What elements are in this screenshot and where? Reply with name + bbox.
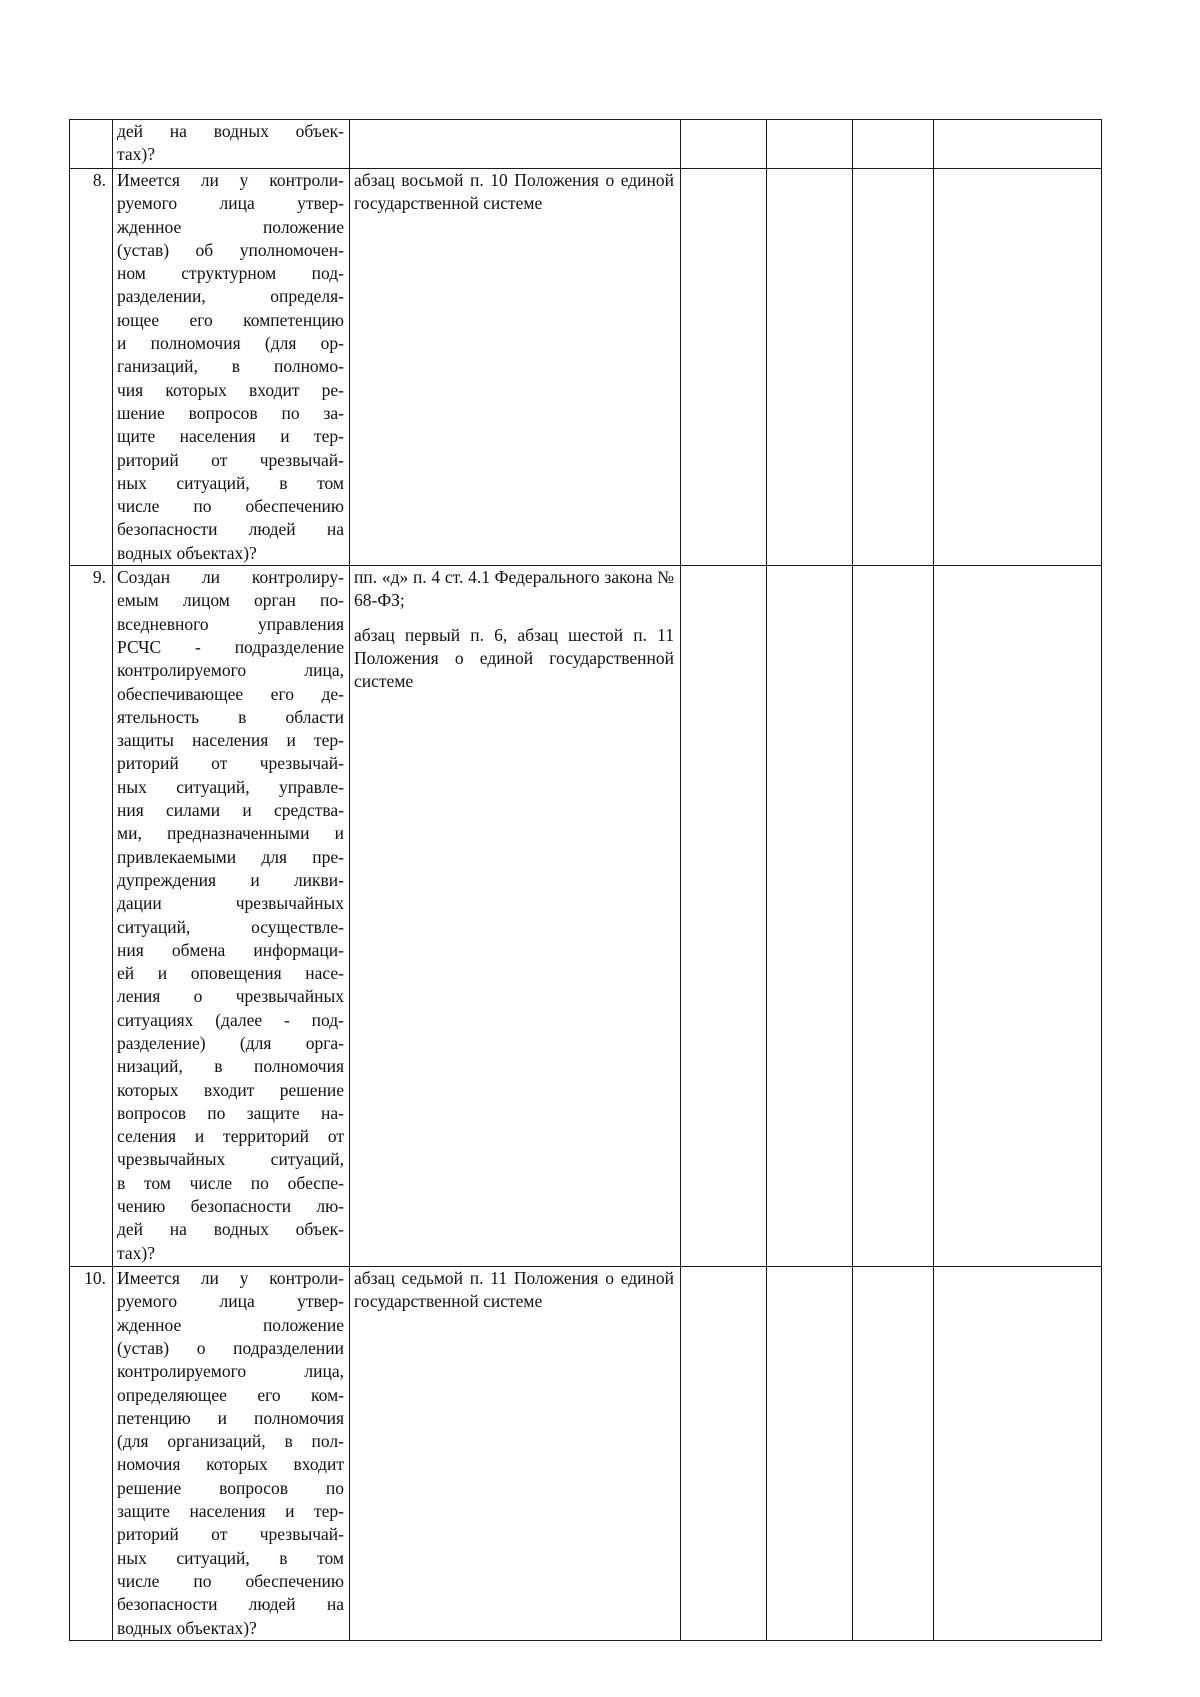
question-cell: [113, 1267, 350, 1641]
question-line: контролируемого лица,: [117, 660, 344, 681]
question-line: числе по обеспечению: [117, 496, 344, 517]
row-number: [70, 120, 113, 169]
question-line: чия которых входит ре-: [117, 379, 344, 400]
requirement-cell: [350, 120, 681, 169]
checklist-table: [69, 119, 1102, 1641]
question-line: ситуаций, осуществле-: [117, 916, 344, 937]
question-line: Имеется ли у контроли-: [117, 1268, 344, 1289]
note-cell: [934, 120, 1102, 169]
question-line: контролируемого лица,: [117, 1361, 344, 1382]
question-line: безопасности людей на: [117, 519, 344, 540]
row-number: 8.: [70, 169, 113, 566]
note-cell: [934, 1267, 1102, 1641]
question-line: номочия которых входит: [117, 1454, 344, 1475]
note-cell: [934, 169, 1102, 566]
answer-no-cell: [767, 1267, 853, 1641]
question-line: (устав) о подразделении: [117, 1337, 344, 1358]
question-line: ния обмена информаци-: [117, 939, 344, 960]
question-line: риторий от чрезвычай-: [117, 753, 344, 774]
question-line: ей и оповещения насе-: [117, 963, 344, 984]
question-line: тах)?: [117, 1242, 155, 1263]
question-cell: [113, 566, 350, 1267]
question-line: ми, предназначенными и: [117, 823, 344, 844]
table-row: [70, 566, 1102, 1267]
requirement-text: пп. «д» п. 4 ст. 4.1 Федерального закона № 68-ФЗ;: [354, 567, 674, 611]
question-line: в том числе по обеспе-: [117, 1172, 344, 1193]
question-line: Создан ли контролиру-: [117, 567, 344, 588]
answer-yes-cell: [681, 566, 767, 1267]
question-line: ных ситуаций, управле-: [117, 776, 344, 797]
question-line: ющее его компетенцию: [117, 309, 344, 330]
question-line: низаций, в полномочия: [117, 1056, 344, 1077]
answer-na-cell: [853, 566, 934, 1267]
table-row: [70, 1267, 1102, 1641]
question-line: защите населения и тер-: [117, 1501, 344, 1522]
question-line: петенцию и полномочия: [117, 1407, 344, 1428]
checklist-body: [70, 120, 1102, 1641]
question-line: Имеется ли у контроли-: [117, 170, 344, 190]
question-line: чрезвычайных ситуаций,: [117, 1149, 344, 1170]
question-line: ния силами и средства-: [117, 800, 344, 821]
question-line: дупреждения и ликви-: [117, 869, 344, 890]
question-line: безопасности людей на: [117, 1594, 344, 1615]
checklist-page: [69, 119, 1101, 1641]
row-number: 10.: [70, 1267, 113, 1641]
question-line: селения и территорий от: [117, 1126, 344, 1147]
question-line: ления о чрезвычайных: [117, 986, 344, 1007]
question-line: руемого лица утвер-: [117, 193, 344, 214]
answer-yes-cell: [681, 120, 767, 169]
answer-no-cell: [767, 169, 853, 566]
answer-na-cell: [853, 169, 934, 566]
answer-na-cell: [853, 120, 934, 169]
requirement-text: абзац восьмой п. 10 Положения о единой государственной системе: [354, 170, 674, 214]
question-line: решение вопросов по: [117, 1477, 344, 1498]
requirement-text: абзац седьмой п. 11 Положения о единой государственной системе: [354, 1268, 674, 1312]
requirement-cell: [350, 1267, 681, 1641]
question-line: риторий от чрезвычай-: [117, 449, 344, 470]
question-cell: [113, 169, 350, 566]
question-line: разделение) (для орга-: [117, 1032, 344, 1053]
question-line: шение вопросов по за-: [117, 402, 344, 423]
question-line: чению безопасности лю-: [117, 1196, 344, 1217]
answer-yes-cell: [681, 169, 767, 566]
requirement-cell: [350, 566, 681, 1267]
requirement-cell: [350, 169, 681, 566]
question-line: вопросов по защите на-: [117, 1102, 344, 1123]
question-line: разделении, определя-: [117, 286, 344, 307]
question-line: водных объектах)?: [117, 542, 257, 563]
question-line: (устав) об уполномочен-: [117, 239, 344, 260]
question-line: жденное положение: [117, 216, 344, 237]
question-line: защиты населения и тер-: [117, 730, 344, 751]
row-number: 9.: [70, 566, 113, 1267]
question-line: ятельность в области: [117, 706, 344, 727]
question-line: ганизаций, в полномо-: [117, 356, 344, 377]
question-line: и полномочия (для ор-: [117, 333, 344, 354]
question-line: риторий от чрезвычай-: [117, 1524, 344, 1545]
question-line: вседневного управления: [117, 613, 344, 634]
question-line: ных ситуаций, в том: [117, 1547, 344, 1568]
question-cell: [113, 120, 350, 169]
question-line: привлекаемыми для пре-: [117, 846, 344, 867]
note-cell: [934, 566, 1102, 1267]
answer-no-cell: [767, 120, 853, 169]
question-line: обеспечивающее его де-: [117, 683, 344, 704]
question-line: ном структурном под-: [117, 263, 344, 284]
question-line: числе по обеспечению: [117, 1570, 344, 1591]
question-line: РСЧС - подразделение: [117, 636, 344, 657]
question-line: жденное положение: [117, 1314, 344, 1335]
table-row: [70, 169, 1102, 566]
question-line: тах)?: [117, 144, 155, 165]
question-line: водных объектах)?: [117, 1617, 257, 1638]
question-line: емым лицом орган по-: [117, 590, 344, 611]
question-line: дей на водных объек-: [117, 1219, 344, 1240]
question-line: которых входит решение: [117, 1079, 344, 1100]
answer-na-cell: [853, 1267, 934, 1641]
table-row: [70, 120, 1102, 169]
question-line: ных ситуаций, в том: [117, 472, 344, 493]
question-line: дей на водных объек-: [117, 121, 344, 141]
question-line: дации чрезвычайных: [117, 893, 344, 914]
question-line: руемого лица утвер-: [117, 1291, 344, 1312]
question-line: (для организаций, в пол-: [117, 1431, 344, 1452]
requirement-text: абзац первый п. 6, абзац шестой п. 11 Положения о единой государственной системе: [354, 624, 674, 692]
question-line: ситуациях (далее - под-: [117, 1009, 344, 1030]
question-line: определяющее его ком-: [117, 1384, 344, 1405]
answer-yes-cell: [681, 1267, 767, 1641]
question-line: щите населения и тер-: [117, 426, 344, 447]
answer-no-cell: [767, 566, 853, 1267]
